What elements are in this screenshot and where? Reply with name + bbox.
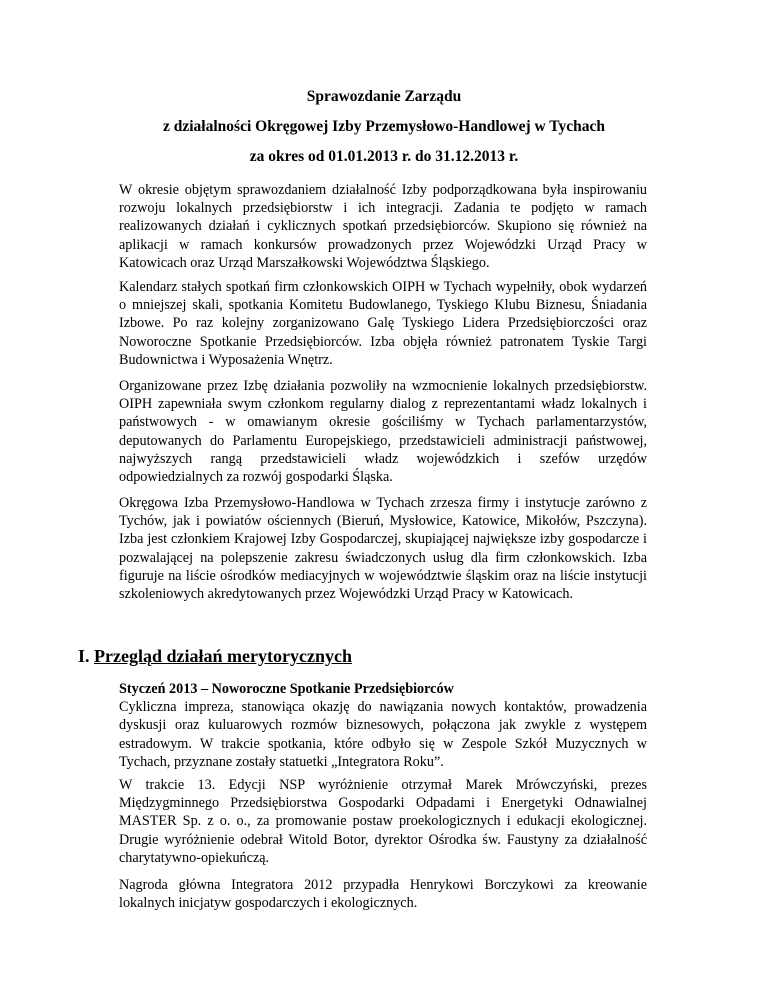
- awards-paragraph: W trakcie 13. Edycji NSP wyróżnienie otrzymał Marek Mrówczyński, prezes Międzygminnego Przedsiębiorstwa Gospodarki Odpadami i Energetyki Odnawialnej MASTER Sp. z o. o., za promowanie postaw proekologicznych i edukacji ekologicznej. Drugie wyróżnienie odebrał Witold Botor, dyrektor Ośrodka św. Faustyny za działalność charytatywno-opiekuńczą.: [119, 777, 647, 866]
- document-period: za okres od 01.01.2013 r. do 31.12.2013 r.: [249, 148, 519, 165]
- intro-paragraph: W okresie objętym sprawozdaniem działalność Izby podporządkowana była inspirowaniu rozwoju lokalnych przedsiębiorstw i ich integracji. Zadania te podjęto w ramach realizowanych działań i cyklicznych spotkań przedsiębiorców. Skupiono się również na aplikacji w ramach konkursów prowadzonych przez Wojewódzki Urząd Pracy w Katowicach oraz Urząd Marszałkowski Województwa Śląskiego.: [119, 182, 647, 271]
- section-title: Przegląd działań merytorycznych: [94, 646, 352, 666]
- section-heading: [78, 645, 352, 667]
- document-title: Sprawozdanie Zarządu: [306, 88, 462, 105]
- event-heading: Styczeń 2013 – Noworoczne Spotkanie Przedsiębiorców: [119, 681, 454, 697]
- event-text: Cykliczna impreza, stanowiąca okazję do nawiązania nowych kontaktów, prowadzenia dyskusji oraz kuluarowych rozmów biznesowych, połączona jak zwykle z występem estradowym. W trakcie spotkania, które odbyło się w Zespole Szkół Muzycznych w Tychach, przyznane zostały statuetki „Integratora Roku”.: [119, 699, 647, 770]
- membership-paragraph: Okręgowa Izba Przemysłowo-Handlowa w Tychach zrzesza firmy i instytucje zarówno z Tychów, jak i powiatów ościennych (Bieruń, Mysłowice, Katowice, Mikołów, Pszczyna). Izba jest członkiem Krajowej Izby Gospodarczej, skupiającej największe izby gospodarcze i pozwalającej na polepszenie zakresu świadczonych usług dla firm członkowskich. Izba figuruje na liście ośrodków mediacyjnych w województwie śląskim oraz na liście instytucji szkoleniowych akredytowanych przez Wojewódzki Urząd Pracy w Katowicach.: [119, 495, 647, 603]
- section-number: I.: [78, 646, 90, 666]
- document-subtitle: z działalności Okręgowej Izby Przemysłowo-Handlowej w Tychach: [163, 118, 605, 135]
- main-award-paragraph: Nagroda główna Integratora 2012 przypadła Henrykowi Borczykowi za kreowanie lokalnych inicjatyw gospodarczych i ekologicznych.: [119, 877, 647, 912]
- event-block: [119, 680, 647, 771]
- meetings-paragraph: Kalendarz stałych spotkań firm członkowskich OIPH w Tychach wypełniły, obok wydarzeń o mniejszej skali, spotkania Komitetu Budowlanego, Tyskiego Klubu Biznesu, Śniadania Izbowe. Po raz kolejny zorganizowano Galę Tyskiego Lidera Przedsiębiorczości oraz Noworoczne Spotkanie Przedsiębiorców. Izba objęła również patronatem Tyskie Targi Budownictwa i Wyposażenia Wnętrz.: [119, 279, 647, 368]
- dialog-paragraph: Organizowane przez Izbę działania pozwoliły na wzmocnienie lokalnych przedsiębiorstw. OIPH zapewniała swym członkom regularny dialog z reprezentantami władz lokalnych i państwowych - w omawianym okresie gościliśmy w Tychach parlamentarzystów, deputowanych do Parlamentu Europejskiego, przedstawicieli administracji państwowej, najwyższych rangą przedstawicieli władz wojewódzkich i szefów urzędów odpowiedzialnych za rozwój gospodarki Śląska.: [119, 378, 647, 486]
